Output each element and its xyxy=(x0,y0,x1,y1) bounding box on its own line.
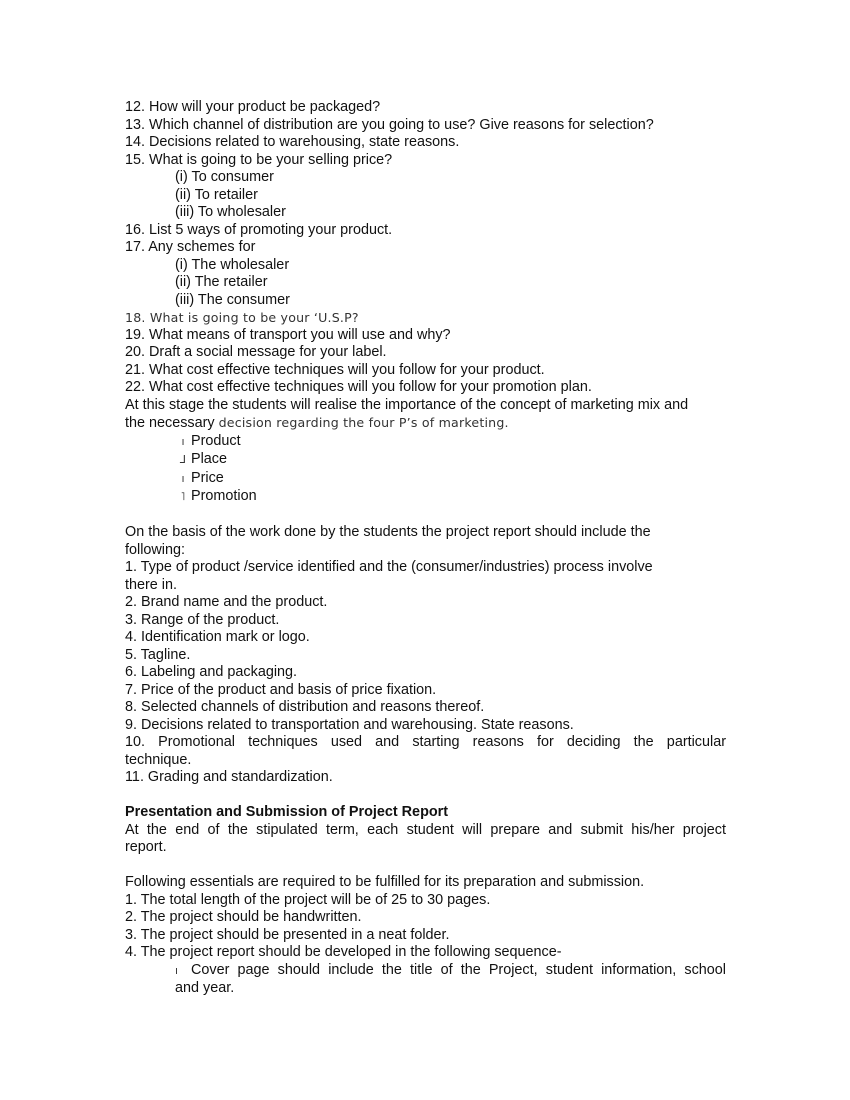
report-item-2: 2. Brand name and the product. xyxy=(125,594,328,610)
stage-paragraph-line2 xyxy=(125,414,726,433)
question-19: 19. What means of transport you will use and why? xyxy=(125,326,451,343)
question-20: 20. Draft a social message for your label. xyxy=(125,344,387,360)
four-p-label: Place xyxy=(191,451,227,467)
sequence-item-text: Cover page should include the title of the Project, student information, school xyxy=(191,961,726,978)
bullet-icon: ı xyxy=(181,472,185,485)
question-12: 12. How will your product be packaged? xyxy=(125,99,381,115)
essential-3: 3. The project should be presented in a neat folder. xyxy=(125,926,450,943)
question-14: 14. Decisions related to warehousing, state reasons. xyxy=(125,134,460,150)
four-p-item-promotion xyxy=(125,488,726,507)
question-21: 21. What cost effective techniques will you follow for your product. xyxy=(125,361,545,378)
q17-option: (ii) The retailer xyxy=(175,274,268,290)
spacer xyxy=(125,857,726,875)
bullet-icon: ˥ xyxy=(180,491,186,503)
q15-option: (ii) To retailer xyxy=(175,186,258,203)
report-item-4: 4. Identification mark or logo. xyxy=(125,629,310,645)
q15-option: (i) To consumer xyxy=(175,169,274,185)
question-22: 22. What cost effective techniques will you follow for your promotion plan. xyxy=(125,379,592,395)
report-item-5: 5. Tagline. xyxy=(125,646,191,663)
document-page xyxy=(125,99,726,998)
spacer xyxy=(125,507,726,525)
q17-option: (i) The wholesaler xyxy=(175,256,290,273)
report-item-7: 7. Price of the product and basis of price fixation. xyxy=(125,681,437,698)
essential-1: 1. The total length of the project will be of 25 to 30 pages. xyxy=(125,891,491,908)
report-item-3: 3. Range of the product. xyxy=(125,611,280,628)
four-p-label: Product xyxy=(191,432,241,449)
report-intro-line2: following: xyxy=(125,541,185,558)
essential-2: 2. The project should be handwritten. xyxy=(125,909,362,925)
section-paragraph-line1: At the end of the stipulated term, each student will prepare and submit his/her project xyxy=(125,821,726,838)
sequence-item-line1 xyxy=(125,962,726,981)
four-p-label: Price xyxy=(191,469,224,486)
report-item-11: 11. Grading and standardization. xyxy=(125,769,333,785)
stage-line2-start: the necessary xyxy=(125,415,219,431)
stage-line2-end: decision regarding the four P’s of marketing. xyxy=(218,415,509,430)
four-p-item-product xyxy=(125,433,726,452)
question-13: 13. Which channel of distribution are you going to use? Give reasons for selection? xyxy=(125,116,654,133)
section-paragraph-line2: report. xyxy=(125,839,167,855)
four-p-label: Promotion xyxy=(191,488,257,504)
stage-paragraph-line1: At this stage the students will realise the importance of the concept of marketing mix and xyxy=(125,396,689,413)
question-18: 18. What is going to be your ‘U.S.P? xyxy=(125,310,359,325)
q15-option: (iii) To wholesaler xyxy=(175,204,286,220)
report-item-1: 1. Type of product /service identified and the (consumer/industries) process involve xyxy=(125,559,653,575)
question-16: 16. List 5 ways of promoting your product. xyxy=(125,221,393,238)
report-item-6: 6. Labeling and packaging. xyxy=(125,664,298,680)
sequence-item-line2: and year. xyxy=(175,980,235,996)
report-item-1-cont: there in. xyxy=(125,576,177,593)
q17-option: (iii) The consumer xyxy=(175,291,290,308)
section-heading: Presentation and Submission of Project Report xyxy=(125,804,449,820)
question-17: 17. Any schemes for xyxy=(125,239,256,255)
bullet-icon: ı xyxy=(175,964,179,977)
four-p-item-price xyxy=(125,470,726,489)
report-item-10: 10. Promotional techniques used and starting reasons for deciding the particular xyxy=(125,734,726,750)
report-item-9: 9. Decisions related to transportation and warehousing. State reasons. xyxy=(125,716,574,733)
bullet-icon: ı xyxy=(181,435,185,448)
bullet-icon: ⅃ xyxy=(179,454,187,466)
spacer xyxy=(125,787,726,805)
report-item-10-cont: technique. xyxy=(125,751,192,768)
question-15: 15. What is going to be your selling price? xyxy=(125,151,393,168)
essentials-intro: Following essentials are required to be fulfilled for its preparation and submission. xyxy=(125,874,645,890)
report-item-8: 8. Selected channels of distribution and reasons thereof. xyxy=(125,699,485,715)
four-p-item-place xyxy=(125,451,726,470)
report-intro-line1: On the basis of the work done by the students the project report should include the xyxy=(125,524,651,540)
essential-4: 4. The project report should be developed in the following sequence- xyxy=(125,944,562,960)
